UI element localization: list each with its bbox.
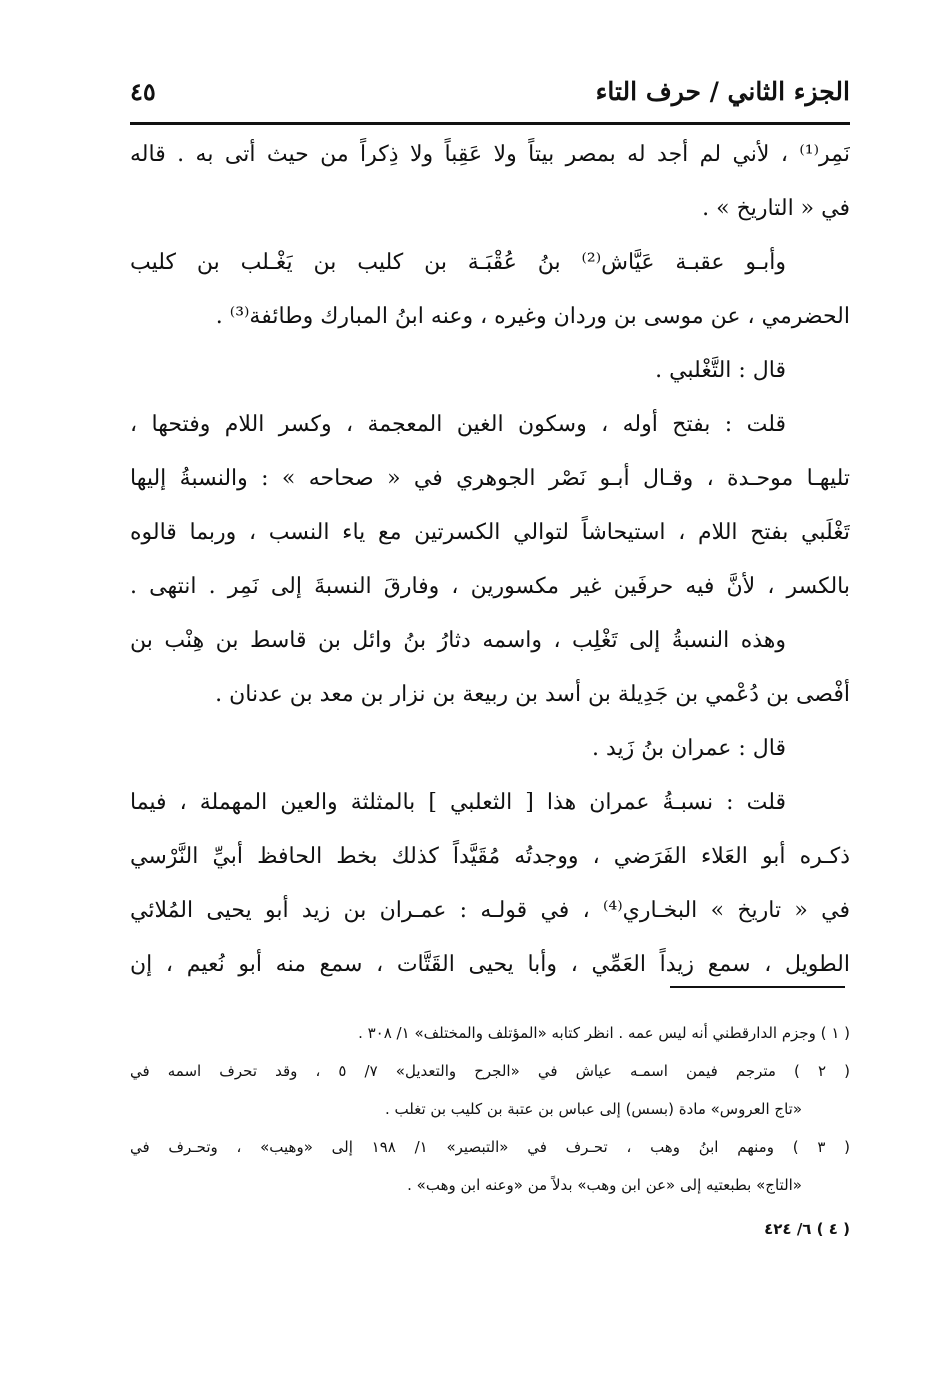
footnote-line: «التاج» بطبعتيه إلى «عن ابن وهب» بدلاً من «وعنه ابن وهب» . [407, 1176, 802, 1194]
page-header [130, 70, 850, 110]
running-title: الجزء الثاني / حرف التاء [595, 77, 850, 106]
text-line: الطويل ، سمع زيداً العَمِّي ، وأبا يحيى القَتَّات ، سمع منه أبو نُعيم ، إن [130, 952, 850, 977]
text-line: قلت : بفتح أوله ، وسكون الغين المعجمة ، وكسر اللام وفتحها ، [130, 412, 786, 437]
page-number: ٤٥ [130, 77, 156, 106]
text-line: نَمِر⁽¹⁾ ، لأني لم أجد له بمصر بيتاً ولا عَقِباً ولا ذِكراً من حيث أتى به . قاله [130, 142, 850, 167]
header-rule [130, 122, 850, 125]
text-line: تليهـا موحـدة ، وقـال أبـو نَصْر الجوهري في « صحاحه » : والنسبةُ إليها [130, 466, 850, 491]
text-line: تَغْلَبي بفتح اللام ، استيحاشاً لتوالي الكسرتين مع ياء النسب ، وربما قالوه [130, 520, 850, 545]
text-line: أفْصى بن دُعْمي بن جَدِيلة بن أسد بن ربيعة بن نزار بن معد بن عدنان . [215, 682, 850, 707]
footnote-line: ( ٣ ) ومنهم ابنُ وهب ، تحـرف في «التبصير» ١/ ١٩٨ إلى «وهيب» ، وتحـرف في [130, 1138, 850, 1156]
text-line: في « تاريخ » البخـاري⁽⁴⁾ ، في قولـه : عمـران بن زيد أبو يحيى المُلائي [130, 898, 850, 923]
footnote-line: «تاج العروس» مادة (بسس) إلى عباس بن عتبة بن كليب بن تغلب . [385, 1100, 802, 1118]
text-line: بالكسر ، لأنَّ فيه حرفَين غير مكسورين ، وفارقَ النسبةَ إلى نَمِر . انتهى . [130, 574, 850, 599]
text-line: وأبـو عقبـة عَيَّاش⁽²⁾ بنُ عُقْبَـة بن كليب بن يَغْـلب بن كليب [130, 250, 786, 275]
text-line: قال : عمران بنُ زَيد . [592, 736, 786, 761]
text-line: قال : التَّغْلبي . [655, 358, 786, 383]
text-line: قلت : نسبـةُ عمران هذا [ الثعلبي ] بالمثلثة والعين المهملة ، فيما [130, 790, 786, 815]
footnotes [130, 1014, 850, 1248]
footnote-line: ( ٢ ) مترجم فيمن اسمـه عياش في «الجرح والتعديل» ٧/ ٥ ، وقد تحرف اسمه في [130, 1062, 850, 1080]
footnote-line: ( ١ ) وجزم الدارقطني أنه ليس عمه . انظر كتابه «المؤتلف والمختلف» ١/ ٣٠٨ . [358, 1024, 850, 1042]
footnote-separator [670, 986, 845, 988]
text-line: ذكـره أبو العَلاء الفَرَضي ، ووجدتُه مُقَيَّداً كذلك بخط الحافظ أبيِّ النَّرْسي [130, 844, 850, 869]
text-line: في « التاريخ » . [702, 196, 850, 221]
volume-reference: ( ٤ ) ٦/ ٤٢٤ [764, 1220, 850, 1238]
main-text [130, 128, 850, 992]
text-line: وهذه النسبةُ إلى تَغْلِب ، واسمه دثارُ بنُ وائل بن قاسط بن هِنْب بن [130, 628, 786, 653]
text-line: الحضرمي ، عن موسى بن وردان وغيره ، وعنه ابنُ المبارك وطائفة⁽³⁾ . [215, 304, 850, 329]
